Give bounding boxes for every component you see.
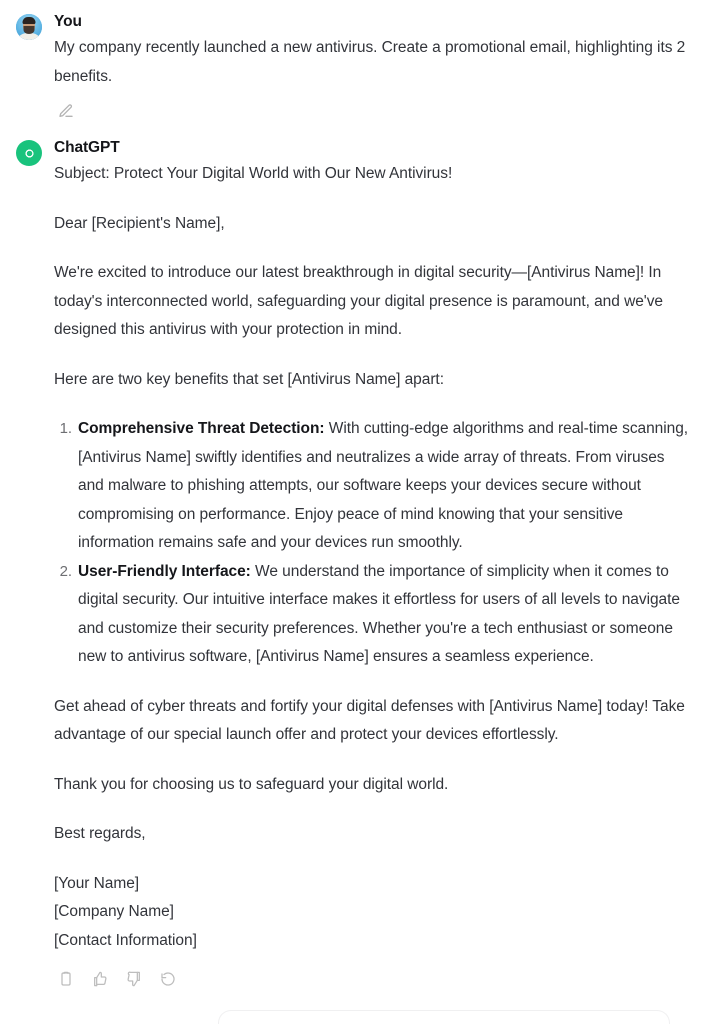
benefit-title: Comprehensive Threat Detection: (78, 420, 325, 437)
list-item (54, 558, 691, 672)
user-photo-avatar (16, 14, 42, 40)
message-user (0, 0, 701, 126)
message-author-user: You (54, 13, 82, 30)
composer-top-edge[interactable] (218, 1010, 670, 1024)
openai-logo-icon (16, 140, 42, 166)
thumbs-down-icon[interactable] (122, 967, 146, 991)
message-author-assistant: ChatGPT (54, 139, 120, 156)
email-closing: Best regards, (54, 825, 146, 842)
benefit-title: User-Friendly Interface: (78, 562, 251, 580)
benefits-list (54, 415, 691, 672)
assistant-message-content (54, 160, 691, 955)
user-message-actions (54, 91, 691, 126)
pencil-edit-icon[interactable] (54, 99, 78, 123)
email-greeting: Dear [Recipient's Name], (54, 214, 225, 232)
list-item (54, 415, 691, 558)
signature-contact-information: [Contact Information] (54, 931, 197, 949)
message-body (42, 12, 691, 126)
avatar-column (16, 12, 42, 40)
assistant-message-actions (54, 955, 691, 991)
email-thank-you: Thank you for choosing us to safeguard your digital world. (54, 775, 449, 793)
signature-company-name: [Company Name] (54, 903, 174, 920)
benefit-text: With cutting-edge algorithms and real-time scanning, [Antivirus Name] swiftly identifies and neutralizes a wide array of threats. From viruses and malware to phishing attempts, our software keeps your devices secure without compromising on performance. Enjoy peace of mind knowing that your sensitive information remains safe and your devices run smoothly. (78, 420, 689, 551)
email-signature-block (54, 870, 691, 956)
thumbs-up-icon[interactable] (88, 967, 112, 991)
copy-icon[interactable] (54, 967, 78, 991)
avatar-column (16, 138, 42, 166)
regenerate-icon[interactable] (156, 967, 180, 991)
signature-your-name: [Your Name] (54, 874, 140, 892)
user-prompt-text: My company recently launched a new antivirus. Create a promotional email, highlighting its 2 benefits. (54, 39, 686, 85)
message-body (42, 138, 691, 991)
message-assistant (0, 126, 701, 991)
email-benefits-lead-in: Here are two key benefits that set [Antivirus Name] apart: (54, 370, 444, 388)
email-intro-paragraph: We're excited to introduce our latest breakthrough in digital security—[Antivirus Name]! In today's interconnected world, safeguarding your digital presence is paramount, and we've designed this antivirus with your protection in mind. (54, 264, 663, 338)
email-subject-line: Subject: Protect Your Digital World with Our New Antivirus! (54, 165, 453, 182)
benefit-text: We understand the importance of simplicity when it comes to digital security. Our intuitive interface makes it effortless for users of all levels to navigate and customize their security preferences. Whether you're a tech enthusiast or someone new to antivirus software, [Antivirus Name] ensures a seamless experience. (78, 562, 680, 665)
user-message-content (54, 34, 691, 91)
email-call-to-action: Get ahead of cyber threats and fortify your digital defenses with [Antivirus Name] today! Take advantage of our special launch offer and protect your devices effortlessly. (54, 697, 685, 743)
